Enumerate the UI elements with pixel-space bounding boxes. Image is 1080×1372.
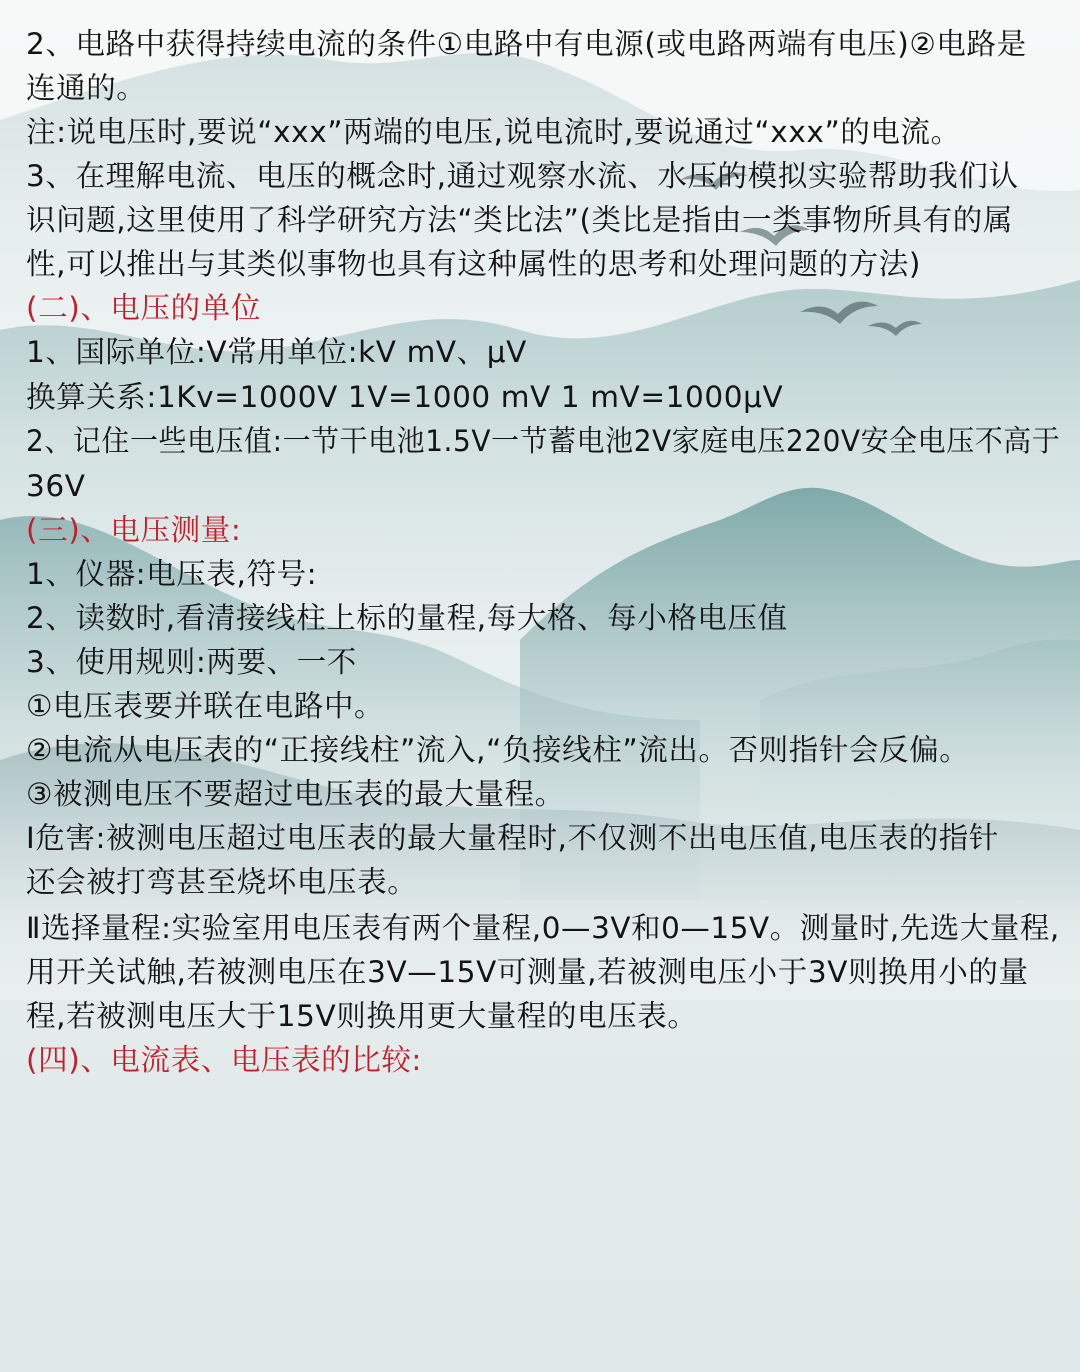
text-line: Ⅱ选择量程:实验室用电压表有两个量程,0—3V和0—15V。测量时,先选大量程, — [26, 911, 1060, 945]
text-line: 性,可以推出与其类似事物也具有这种属性的思考和处理问题的方法) — [26, 247, 921, 281]
text-line: 用开关试触,若被测电压在3V—15V可测量,若被测电压小于3V则换用小的量 — [26, 955, 1029, 989]
text-line: 3、在理解电流、电压的概念时,通过观察水流、水压的模拟实验帮助我们认 — [26, 159, 1019, 193]
text-line: 36V — [26, 469, 86, 503]
text-line: 识问题,这里使用了科学研究方法“类比法”(类比是指由一类事物所具有的属 — [26, 203, 1013, 237]
text-line: ③被测电压不要超过电压表的最大量程。 — [26, 777, 565, 811]
section-heading: (四)、电流表、电压表的比较: — [26, 1043, 422, 1077]
text-line: 1、国际单位:V常用单位:kV mV、μV — [26, 335, 527, 369]
text-line: ①电压表要并联在电路中。 — [26, 689, 385, 723]
text-line: 还会被打弯甚至烧坏电压表。 — [26, 865, 418, 899]
section-heading: (三)、电压测量: — [26, 513, 242, 547]
section-heading: (二)、电压的单位 — [26, 291, 261, 325]
text-line: 3、使用规则:两要、一不 — [26, 645, 357, 679]
text-line: 连通的。 — [26, 71, 147, 105]
text-line: 换算关系:1Kv=1000V 1V=1000 mV 1 mV=1000μV — [26, 380, 784, 414]
text-line: 注:说电压时,要说“xxx”两端的电压,说电流时,要说通过“xxx”的电流。 — [26, 115, 961, 149]
text-line: 程,若被测电压大于15V则换用更大量程的电压表。 — [26, 999, 698, 1033]
text-line: 1、仪器:电压表,符号: — [26, 557, 318, 591]
text-line: ②电流从电压表的“正接线柱”流入,“负接线柱”流出。否则指针会反偏。 — [26, 733, 970, 767]
text-line: 2、记住一些电压值:一节干电池1.5V一节蓄电池2V家庭电压220V安全电压不高于 — [26, 424, 1061, 458]
text-line: 2、读数时,看清接线柱上标的量程,每大格、每小格电压值 — [26, 601, 788, 635]
text-line: Ⅰ危害:被测电压超过电压表的最大量程时,不仅测不出电压值,电压表的指针 — [26, 821, 999, 855]
text-line: 2、电路中获得持续电流的条件①电路中有电源(或电路两端有电压)②电路是 — [26, 27, 1027, 61]
